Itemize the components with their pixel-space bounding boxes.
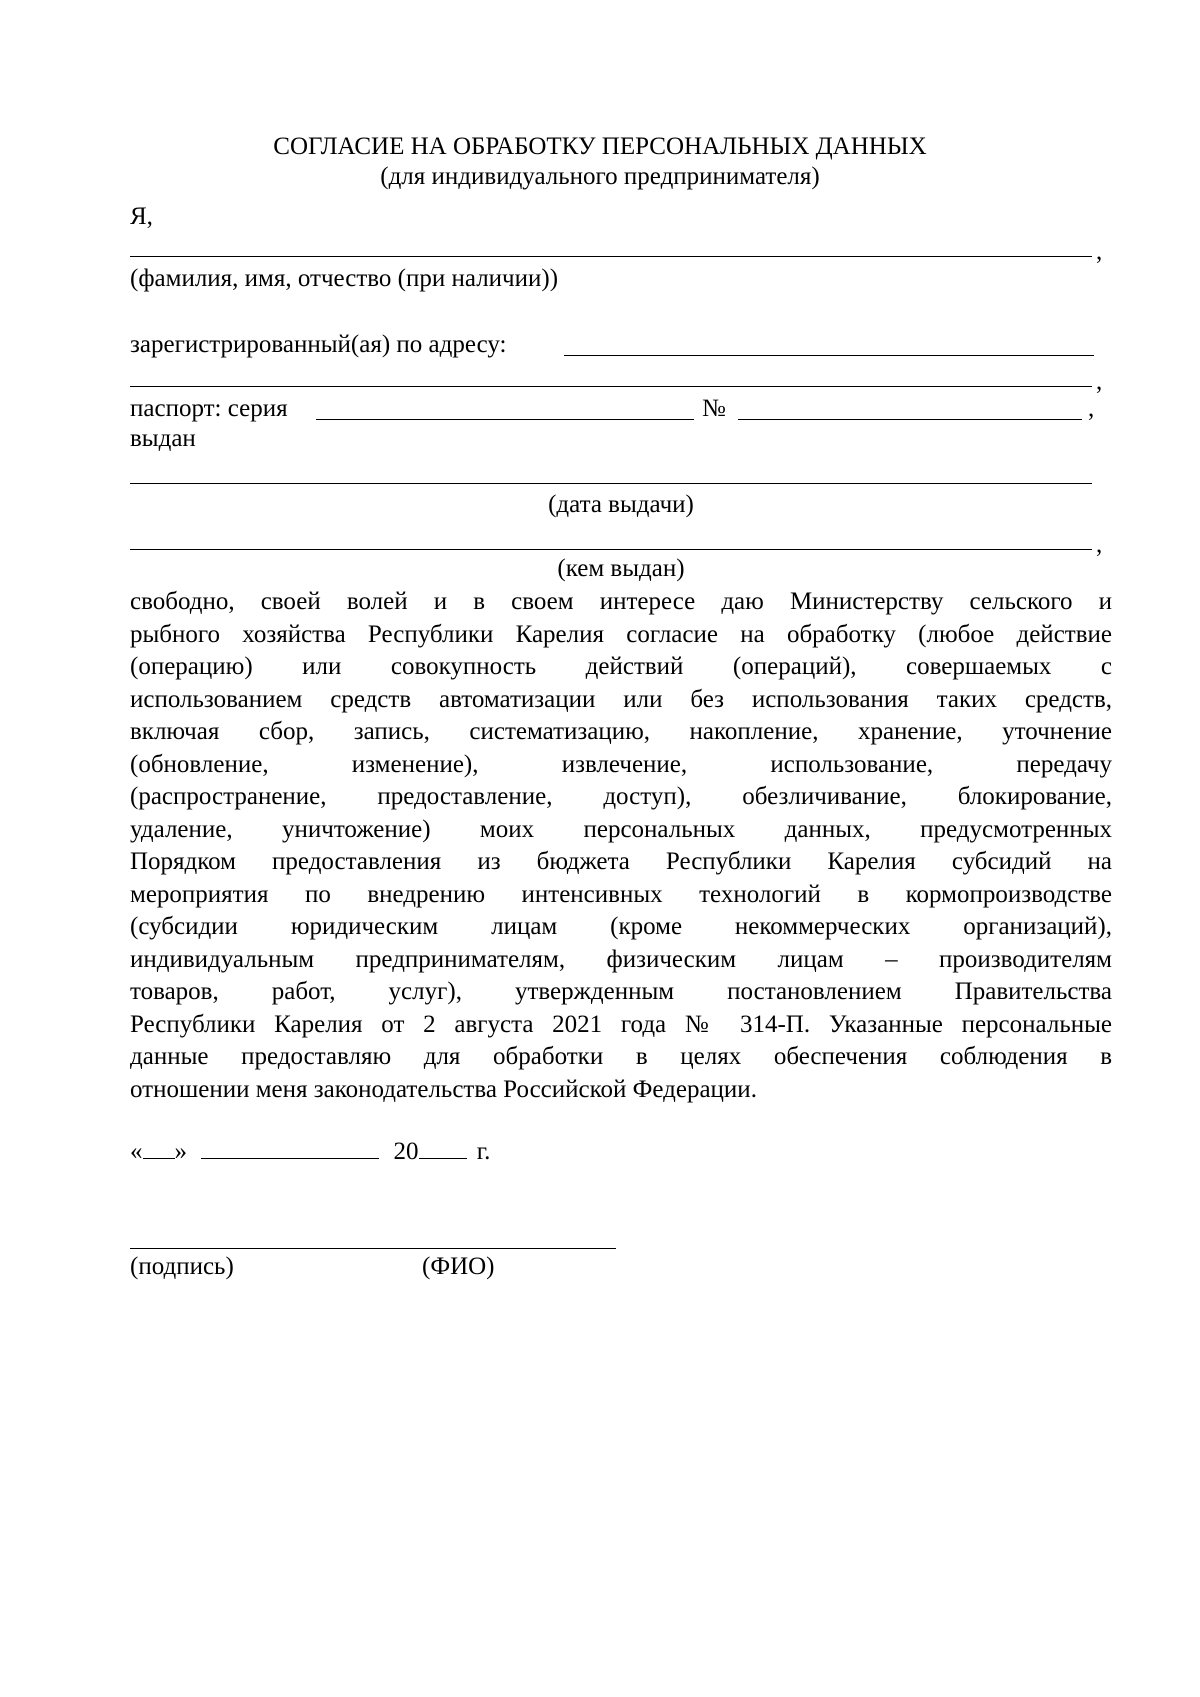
- body-line: отношении меня законодательства Российской Федерации.: [130, 1075, 757, 1103]
- consent-body: [130, 586, 1112, 1106]
- document-title: СОГЛАСИЕ НА ОБРАБОТКУ ПЕРСОНАЛЬНЫХ ДАННЫХ: [273, 133, 927, 160]
- date-open-quote: «: [130, 1138, 143, 1165]
- body-line: удаление, уничтожение) моих персональных данных, предусмотренных: [130, 815, 1112, 843]
- body-line: (операцию) или совокупность действий (операций), совершаемых с: [130, 653, 1112, 680]
- address-field-line-2[interactable]: [130, 386, 1092, 387]
- body-line: данные предоставляю для обработки в целях обеспечения соблюдения в: [130, 1043, 1112, 1070]
- ya-label: Я,: [130, 203, 153, 230]
- fio-short-caption: (ФИО): [422, 1253, 495, 1280]
- passport-series-label: паспорт: серия: [130, 395, 288, 422]
- year-prefix: 20: [393, 1138, 419, 1165]
- body-line: (обновление, изменение), извлечение, использование, передачу: [130, 750, 1112, 778]
- issued-label: выдан: [130, 425, 196, 452]
- issued-by-comma: ,: [1096, 531, 1103, 558]
- fio-comma: ,: [1096, 238, 1103, 265]
- day-field-line[interactable]: [143, 1136, 175, 1159]
- address-field-line-1[interactable]: [564, 355, 1094, 356]
- date-row: [130, 1136, 490, 1167]
- body-line: использованием средств автоматизации или без использования таких средств,: [130, 685, 1112, 713]
- date-close-quote: »: [174, 1138, 187, 1165]
- issue-date-caption: (дата выдачи): [548, 491, 694, 518]
- signature-caption: (подпись): [130, 1253, 234, 1280]
- year-field-line[interactable]: [419, 1136, 467, 1159]
- issued-by-field-line[interactable]: [130, 549, 1092, 550]
- passport-comma: ,: [1088, 395, 1095, 422]
- passport-series-field-line[interactable]: [316, 419, 694, 420]
- month-field-line[interactable]: [201, 1136, 379, 1159]
- passport-number-label: №: [702, 395, 726, 422]
- body-line: (распространение, предоставление, доступ), обезличивание, блокирование,: [130, 783, 1112, 810]
- address-label: зарегистрированный(ая) по адресу:: [130, 331, 507, 358]
- year-suffix: г.: [476, 1138, 491, 1165]
- body-line: Республики Карелия от 2 августа 2021 года № 314-П. Указанные персональные: [130, 1010, 1112, 1038]
- body-line: мероприятия по внедрению интенсивных технологий в кормопроизводстве: [130, 880, 1112, 908]
- body-line: рыбного хозяйства Республики Карелия согласие на обработку (любое действие: [130, 620, 1112, 648]
- body-line: индивидуальным предпринимателям, физическим лицам – производителям: [130, 945, 1112, 973]
- body-line: свободно, своей волей и в своем интересе даю Министерству сельского и: [130, 588, 1112, 615]
- document-subtitle: (для индивидуального предпринимателя): [380, 163, 820, 190]
- issued-by-caption: (кем выдан): [557, 555, 685, 582]
- body-line: Порядком предоставления из бюджета Республики Карелия субсидий на: [130, 848, 1112, 875]
- body-line: включая сбор, запись, систематизацию, накопление, хранение, уточнение: [130, 718, 1112, 745]
- address-comma: ,: [1096, 368, 1103, 395]
- fio-field-line[interactable]: [130, 256, 1092, 257]
- issue-date-field-line[interactable]: [130, 483, 1092, 484]
- signature-field-line[interactable]: [130, 1248, 616, 1249]
- passport-number-field-line[interactable]: [738, 419, 1082, 420]
- body-line: (субсидии юридическим лицам (кроме некоммерческих организаций),: [130, 913, 1112, 940]
- body-line: товаров, работ, услуг), утвержденным постановлением Правительства: [130, 978, 1112, 1005]
- fio-caption: (фамилия, имя, отчество (при наличии)): [130, 265, 559, 292]
